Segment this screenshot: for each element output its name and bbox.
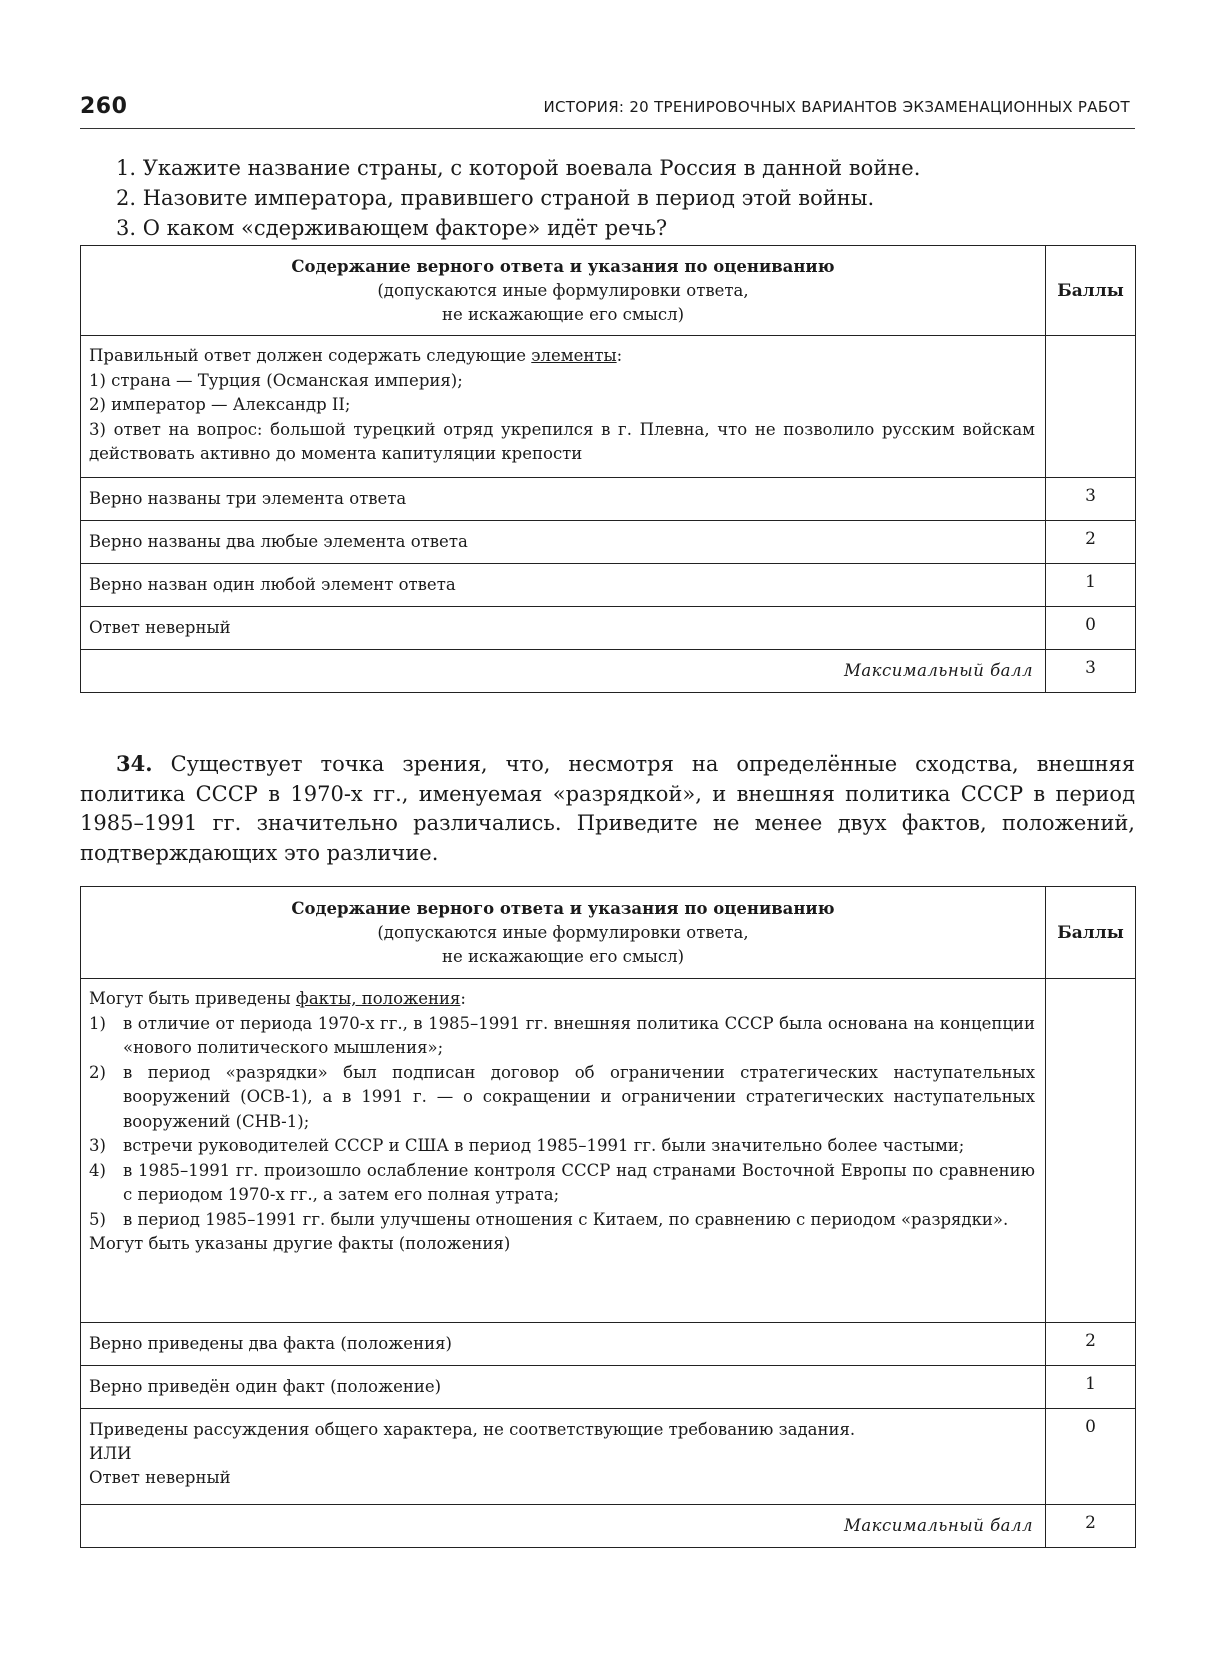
answer-intro-suffix: : [616,346,623,365]
empty-points-cell [1046,336,1136,478]
list-item [89,1012,1035,1061]
table-header-note: (допускаются иные формулировки ответа, [377,280,749,300]
answer-intro: Правильный ответ должен содержать следующие [89,346,527,365]
item-number: 1) [89,1013,106,1033]
question-item: 2. Назовите императора, правившего страной в период этой войны. [116,186,875,210]
criterion-text: Верно назван один любой элемент ответа [81,563,1046,606]
criterion-line: Приведены рассуждения общего характера, не соответствующие требованию задания. [89,1420,856,1439]
question-item: 1. Укажите название страны, с которой воевала Россия в данной войне. [116,156,921,180]
page-number: 260 [80,94,128,119]
criterion-points: 1 [1046,1366,1136,1409]
criterion-text: Верно приведены два факта (положения) [81,1323,1046,1366]
grading-table-2 [80,886,1136,1548]
criterion-points: 1 [1046,563,1136,606]
grading-table-1 [80,245,1136,693]
max-score-value: 3 [1046,649,1136,692]
empty-points-cell [1046,979,1136,1323]
criterion-line: ИЛИ [89,1444,132,1463]
question-list [116,153,920,243]
table-header-cell [81,246,1046,336]
answer-outro: Могут быть указаны другие факты (положения) [89,1234,511,1253]
table-header-cell [81,887,1046,979]
table-header-points: Баллы [1046,887,1136,979]
table-header-title: Содержание верного ответа и указания по оцениванию [291,898,835,918]
item-number: 5) [89,1209,106,1229]
table-header-note: не искажающие его смысл) [441,946,685,966]
item-number: 4) [89,1160,106,1180]
criterion-line: Ответ неверный [89,1468,231,1487]
answer-intro-underlined: факты, положения [295,989,461,1008]
answer-element: 2) император — Александр II; [89,395,351,414]
answer-content-cell [81,979,1046,1323]
item-text: в отличие от периода 1970-х гг., в 1985–1991 гг. внешняя политика СССР была основана на концепции «нового политического мышления»; [123,1013,1035,1057]
list-item [89,1208,1035,1233]
criterion-points: 2 [1046,520,1136,563]
criterion-text: Верно названы два любые элемента ответа [81,520,1046,563]
item-text: в 1985–1991 гг. произошло ослабление контроля СССР над странами Восточной Европы по сравнению с периодом 1970-х гг., а затем его полная утрата; [123,1160,1035,1204]
max-score-value: 2 [1046,1505,1136,1548]
criterion-text: Верно названы три элемента ответа [81,477,1046,520]
item-number: 3) [89,1136,106,1155]
item-number: 2) [89,1062,106,1082]
table-header-points: Баллы [1046,246,1136,336]
criterion-points: 2 [1046,1323,1136,1366]
answer-element: 1) страна — Турция (Османская империя); [89,370,463,390]
table-header-title: Содержание верного ответа и указания по оцениванию [291,256,835,276]
answer-intro-suffix: : [460,989,466,1008]
criterion-points: 3 [1046,477,1136,520]
answer-intro-underlined: элементы [531,346,617,365]
task-statement: Существует точка зрения, что, несмотря на определённые сходства, внешняя политика СССР в 1970-х гг., именуемая «разрядкой», и внешняя политика СССР в период 1985–1991 гг. значительно различались. Приведите не менее двух фактов, положений, подтверждающих это различие. [80,752,1136,865]
max-score-label: Максимальный балл [81,1505,1046,1548]
table-header-note: (допускаются иные формулировки ответа, [377,922,749,942]
answer-element: 3) ответ на вопрос: большой турецкий отряд укрепился в г. Плевна, что не позволило русским войскам действовать активно до момента капитуляции крепости [89,419,1035,463]
criterion-text: Верно приведён один факт (положение) [81,1366,1046,1409]
criterion-text: Ответ неверный [81,606,1046,649]
criterion-points: 0 [1046,1409,1136,1505]
list-item [89,1061,1035,1135]
criterion-points: 0 [1046,606,1136,649]
item-text: в период 1985–1991 гг. были улучшены отношения с Китаем, по сравнению с периодом «разрядки». [123,1209,1009,1229]
item-text: в период «разрядки» был подписан договор об ограничении стратегических наступательных вооружений (ОСВ-1), а в 1991 г. — о сокращении и ограничении стратегических наступательных вооружений (СНВ-1); [123,1062,1035,1131]
table-header-note: не искажающие его смысл) [441,304,685,324]
task-number: 34. [116,751,153,776]
criterion-text [81,1409,1046,1505]
list-item [89,1134,1035,1159]
answer-content-cell [81,336,1046,478]
item-text: встречи руководителей СССР и США в период 1985–1991 гг. были значительно более частыми; [123,1136,965,1155]
max-score-label: Максимальный балл [81,649,1046,692]
running-head [80,94,1135,129]
task-34-text [80,749,1135,868]
facts-list [89,1012,1035,1233]
book-title: ИСТОРИЯ: 20 ТРЕНИРОВОЧНЫХ ВАРИАНТОВ ЭКЗАМЕНАЦИОННЫХ РАБОТ [543,98,1130,116]
list-item [89,1159,1035,1208]
answer-intro: Могут быть приведены [89,989,291,1008]
question-item: 3. О каком «сдерживающем факторе» идёт речь? [116,216,668,240]
